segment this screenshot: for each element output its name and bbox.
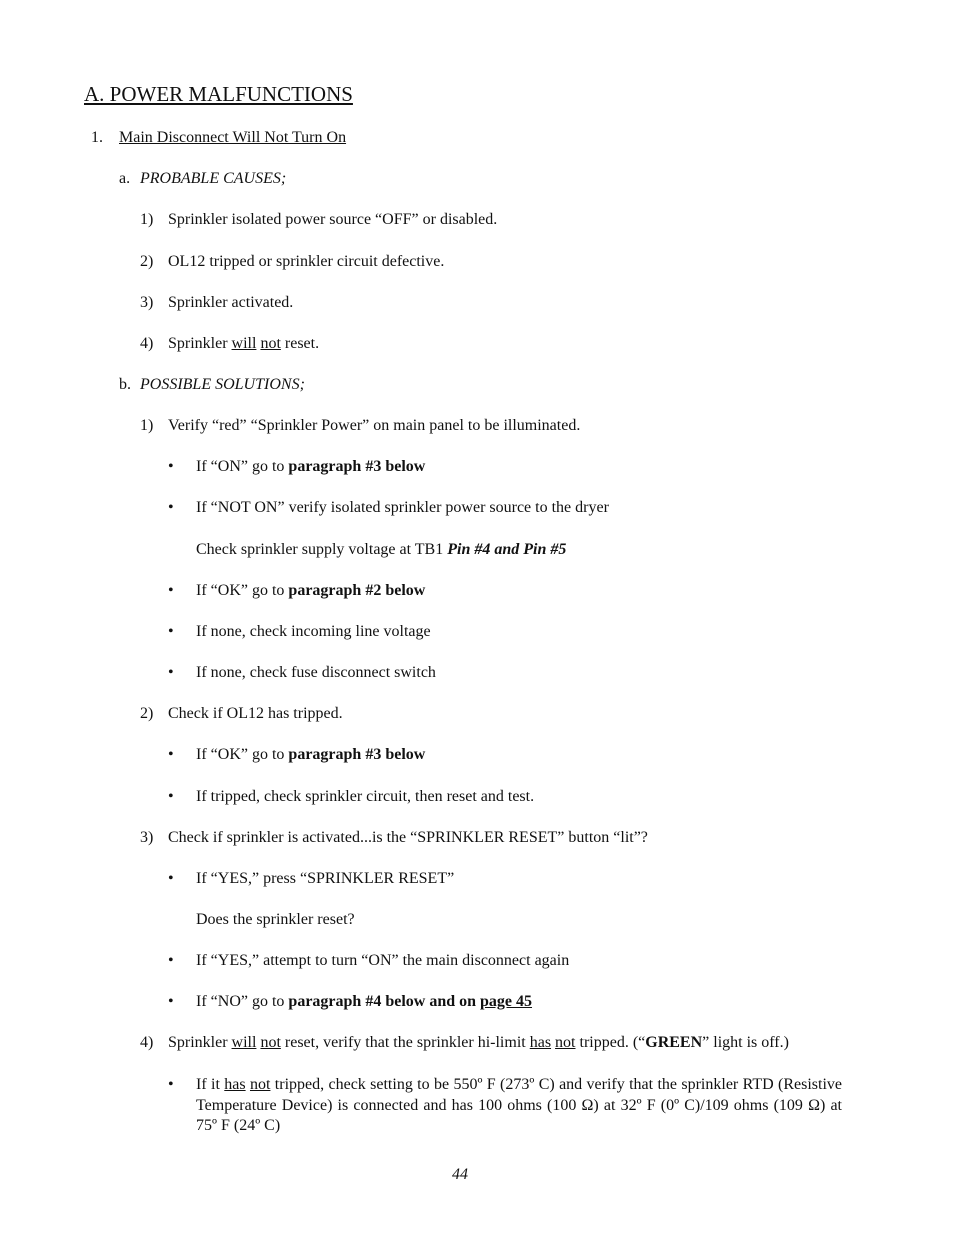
bullet: •	[168, 1076, 174, 1093]
item-1-number: 1.	[91, 129, 103, 146]
solution-3-text: Check if sprinkler is activated...is the “SPRINKLER RESET” button “lit”?	[168, 829, 648, 846]
solution-1-bullet-4: If none, check incoming line voltage	[196, 623, 431, 640]
subsection-b-label: b.	[119, 376, 131, 393]
cause-2-number: 2)	[140, 253, 154, 270]
bullet: •	[168, 788, 174, 805]
solution-4-number: 4)	[140, 1034, 154, 1051]
item-1-title: Main Disconnect Will Not Turn On	[119, 129, 347, 146]
cause-1-number: 1)	[140, 211, 154, 228]
solution-1-number: 1)	[140, 417, 154, 434]
solution-2-bullet-2: If tripped, check sprinkler circuit, then reset and test.	[196, 788, 535, 805]
solution-3-question: Does the sprinkler reset?	[196, 911, 355, 928]
solution-2-text: Check if OL12 has tripped.	[168, 705, 343, 722]
solution-3-bullet-3: If “NO” go to paragraph #4 below and on page 45	[196, 993, 533, 1010]
solution-1-bullet-3: If “OK” go to paragraph #2 below	[196, 582, 426, 599]
cause-2-text: OL12 tripped or sprinkler circuit defective.	[168, 253, 445, 270]
solution-4-bullet-1: If it has not tripped, check setting to be 550º F (273º C) and verify that the sprinkler RTD (Resistive Temperature Device) is connected and has 100 ohms (100 Ω) at 32º F (0º C)/109 ohms (109 Ω) at 75º F (24º C)	[196, 1076, 843, 1134]
solution-3-number: 3)	[140, 829, 154, 846]
bullet: •	[168, 870, 174, 887]
solution-3-bullet-1: If “YES,” press “SPRINKLER RESET”	[196, 870, 455, 887]
bullet: •	[168, 664, 174, 681]
solution-2-number: 2)	[140, 705, 154, 722]
cause-3-number: 3)	[140, 294, 154, 311]
solution-1-text: Verify “red” “Sprinkler Power” on main panel to be illuminated.	[168, 417, 581, 434]
bullet: •	[168, 993, 174, 1010]
solution-1-check-line: Check sprinkler supply voltage at TB1 Pin #4 and Pin #5	[196, 541, 567, 558]
page-number: 44	[452, 1166, 468, 1183]
page-45-link[interactable]: page 45	[480, 993, 533, 1010]
solution-4-text: Sprinkler will not reset, verify that the sprinkler hi-limit has not tripped. (“GREEN” light is off.)	[168, 1034, 789, 1051]
subsection-a-title: PROBABLE CAUSES;	[140, 170, 287, 187]
cause-4-number: 4)	[140, 335, 154, 352]
solution-1-bullet-1: If “ON” go to paragraph #3 below	[196, 458, 426, 475]
bullet: •	[168, 623, 174, 640]
solution-1-bullet-5: If none, check fuse disconnect switch	[196, 664, 436, 681]
section-title: A. POWER MALFUNCTIONS	[84, 82, 353, 106]
subsection-b-title: POSSIBLE SOLUTIONS;	[140, 376, 305, 393]
bullet: •	[168, 458, 174, 475]
solution-3-bullet-2: If “YES,” attempt to turn “ON” the main disconnect again	[196, 952, 570, 969]
bullet: •	[168, 746, 174, 763]
solution-2-bullet-1: If “OK” go to paragraph #3 below	[196, 746, 426, 763]
cause-1-text: Sprinkler isolated power source “OFF” or disabled.	[168, 211, 498, 228]
subsection-a-label: a.	[119, 170, 131, 187]
cause-3-text: Sprinkler activated.	[168, 294, 294, 311]
bullet: •	[168, 582, 174, 599]
solution-1-bullet-2: If “NOT ON” verify isolated sprinkler power source to the dryer	[196, 499, 609, 516]
cause-4-text: Sprinkler will not reset.	[168, 335, 320, 352]
bullet: •	[168, 952, 174, 969]
bullet: •	[168, 499, 174, 516]
